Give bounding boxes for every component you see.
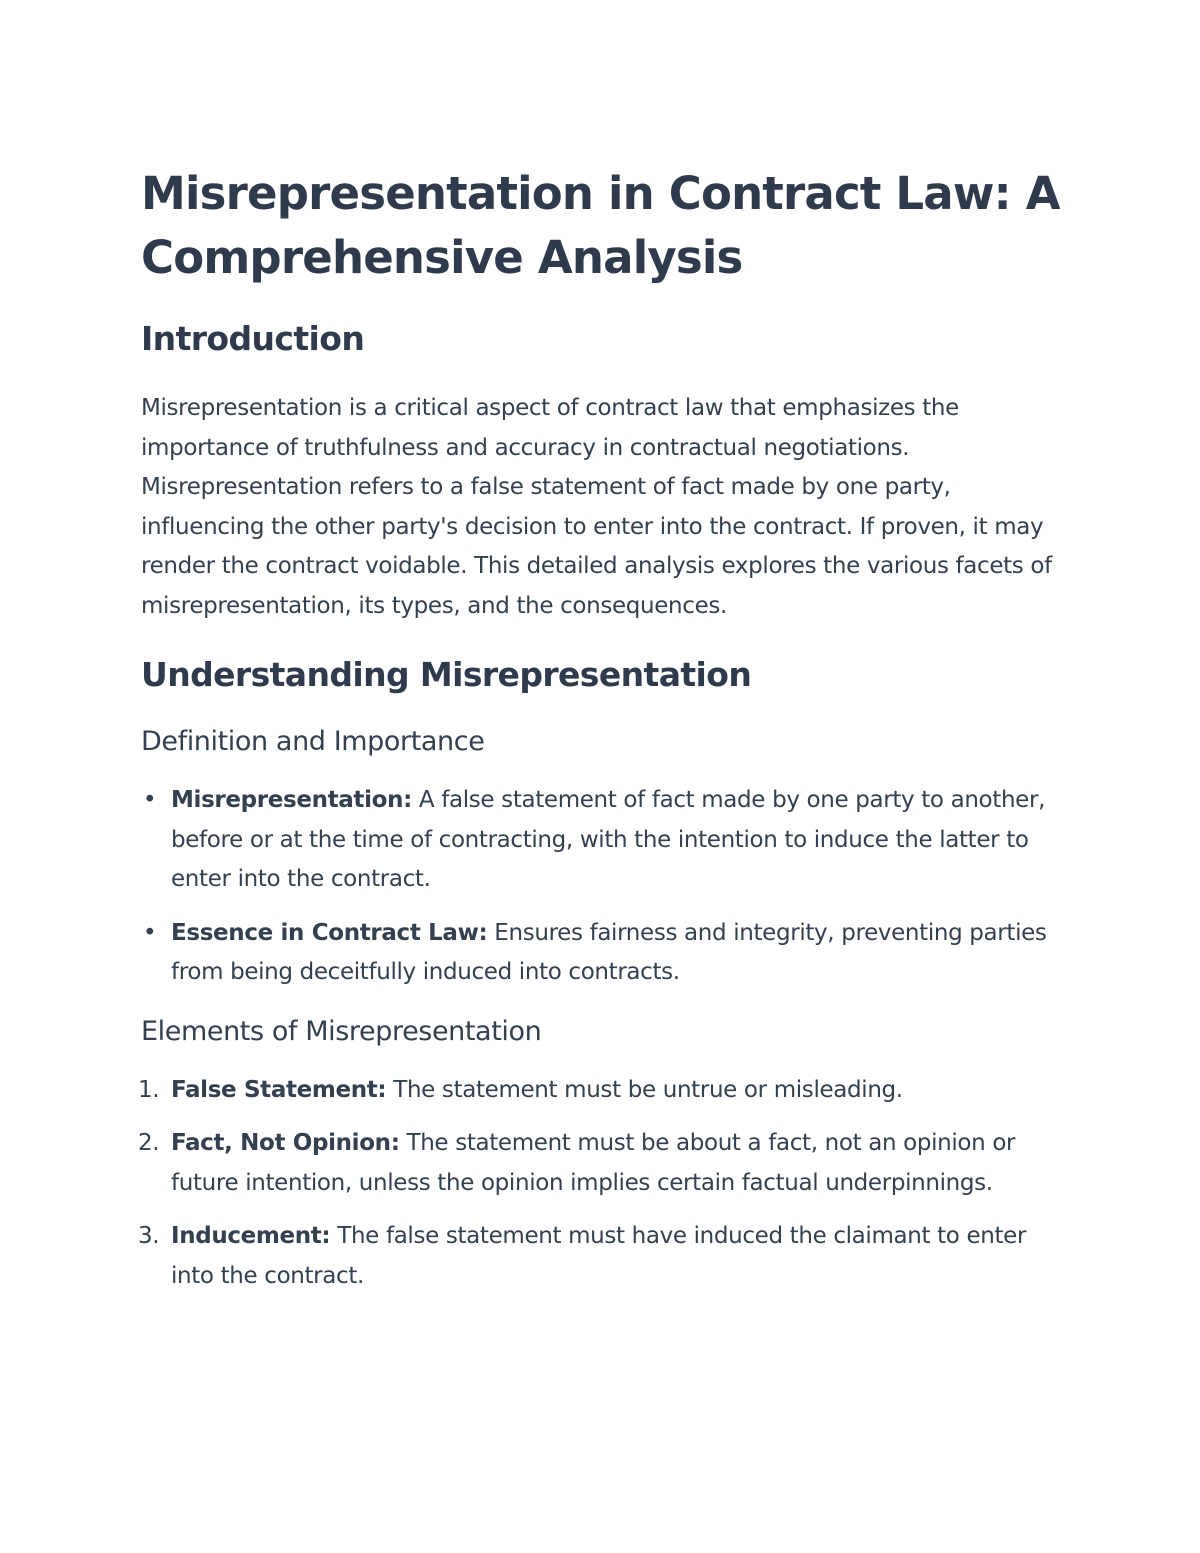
document-title: Misrepresentation in Contract Law: A Comprehensive Analysis xyxy=(141,167,1060,284)
list-item-number: 2. xyxy=(138,1130,160,1156)
list-item xyxy=(138,1217,1061,1296)
list-item-number: 1. xyxy=(138,1076,160,1103)
list-item xyxy=(141,781,1061,900)
list-item-number: 3. xyxy=(138,1223,160,1249)
list-item-text: The statement must be untrue or misleading. xyxy=(386,1076,903,1103)
bullet-icon: • xyxy=(143,787,157,813)
definition-heading: Definition and Importance xyxy=(141,726,485,757)
list-item xyxy=(138,1071,1061,1111)
list-item-term: Inducement: xyxy=(171,1223,331,1249)
list-item-term: Essence in Contract Law: xyxy=(171,919,488,946)
definition-list xyxy=(141,781,1061,993)
list-item-term: Misrepresentation: xyxy=(171,787,412,813)
document-page xyxy=(138,162,1061,1296)
elements-heading: Elements of Misrepresentation xyxy=(141,1015,542,1047)
list-item xyxy=(141,914,1061,993)
list-item-text: The false statement must have induced the claimant to enter into the contract. xyxy=(171,1223,1027,1289)
elements-list xyxy=(138,1071,1061,1297)
introduction-heading: Introduction xyxy=(141,319,365,358)
list-item-term: False Statement: xyxy=(171,1076,387,1103)
list-item-text: Ensures fairness and integrity, preventing parties from being deceitfully induced into contracts. xyxy=(171,919,1047,985)
list-item-text: A false statement of fact made by one party to another, before or at the time of contracting, with the intention to induce the latter to enter into the contract. xyxy=(171,787,1046,892)
list-item xyxy=(138,1124,1061,1203)
bullet-icon: • xyxy=(143,919,157,946)
understanding-heading: Understanding Misrepresentation xyxy=(141,655,752,694)
list-item-term: Fact, Not Opinion: xyxy=(171,1130,400,1156)
introduction-paragraph: Misrepresentation is a critical aspect of contract law that emphasizes the importance of truthfulness and accuracy in contractual negotiations. Misrepresentation refers to a false statement of fact made by one party, influencing the other party's decision to enter into the contract. If proven, it may render the contract voidable. This detailed analysis explores the various facets of misrepresentation, its types, and the consequences. xyxy=(141,395,1052,619)
list-item-text: The statement must be about a fact, not an opinion or future intention, unless the opinion implies certain factual underpinnings. xyxy=(171,1130,1016,1196)
